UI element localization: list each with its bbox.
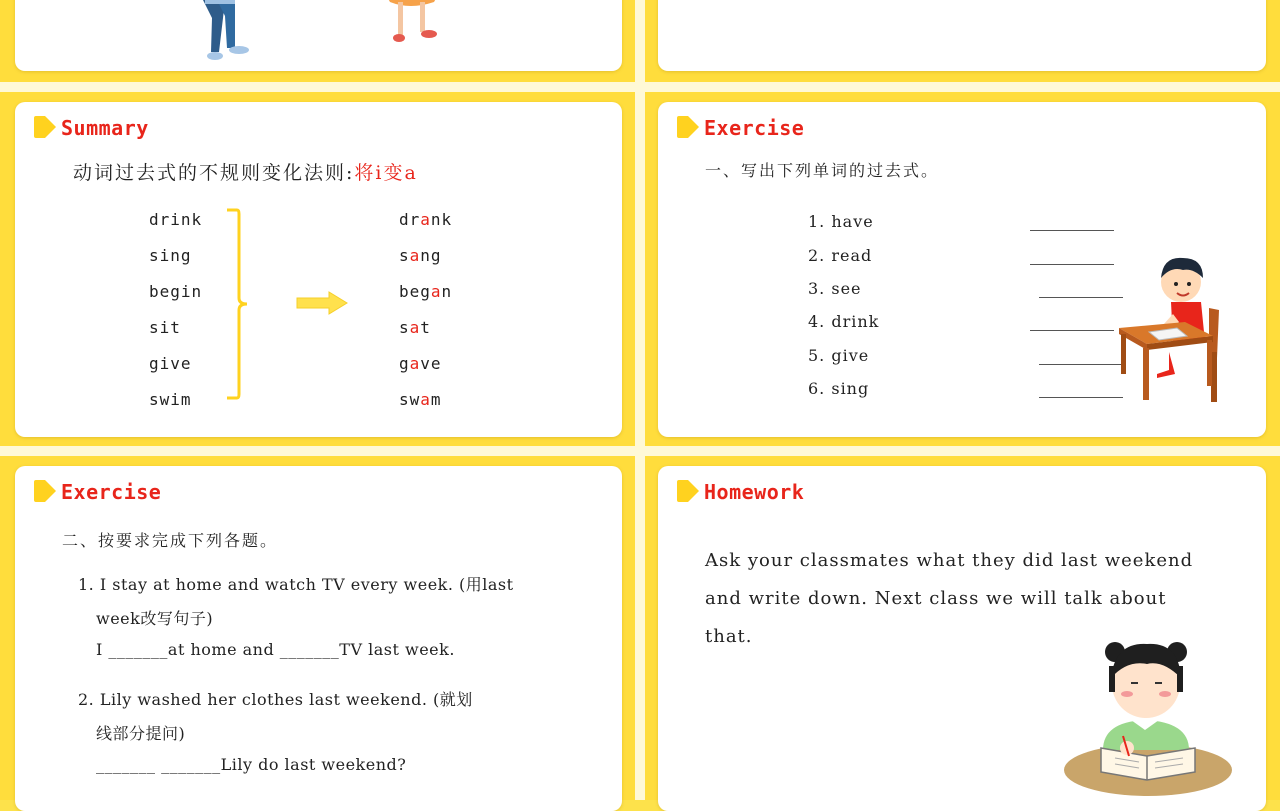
past-verb: sat <box>399 318 431 337</box>
answer-blank[interactable] <box>1030 264 1114 265</box>
past-verb: began <box>399 282 453 301</box>
slide-homework[interactable] <box>645 456 1280 800</box>
past-verb: sang <box>399 246 442 265</box>
past-verb: gave <box>399 354 442 373</box>
slide-title: Exercise <box>61 480 162 504</box>
girl-illustration <box>370 0 460 48</box>
instruction-text: 一、写出下列单词的过去式。 <box>705 161 940 180</box>
slide-exercise-1[interactable] <box>645 92 1280 446</box>
rule-text <box>73 158 418 185</box>
slide-exercise-2[interactable] <box>0 456 635 800</box>
answer-blank[interactable] <box>1039 297 1123 298</box>
studying-boy-illustration <box>1113 252 1225 404</box>
title-tag-icon <box>31 478 57 504</box>
slide-title: Summary <box>61 116 149 140</box>
slide-card <box>658 102 1266 437</box>
base-verb: drink <box>149 210 203 229</box>
instruction-text: 二、按要求完成下列各题。 <box>62 531 279 550</box>
rule-prefix: 动词过去式的不规则变化法则: <box>73 162 355 184</box>
slide-top-left[interactable] <box>0 0 635 82</box>
answer-blank[interactable] <box>1030 230 1114 231</box>
column-divider <box>635 0 645 800</box>
question-1-note: week改写句子) <box>96 609 214 628</box>
past-verb: swam <box>399 390 442 409</box>
row-divider-1 <box>0 82 1280 92</box>
base-verb: give <box>149 354 192 373</box>
slide-card <box>658 466 1266 811</box>
writing-girl-illustration <box>1063 630 1233 798</box>
slide-title: Homework <box>704 480 805 504</box>
past-verb: drank <box>399 210 453 229</box>
base-verb: sing <box>149 246 192 265</box>
slide-card <box>15 102 622 437</box>
base-verb: swim <box>149 390 192 409</box>
base-verb: sit <box>149 318 181 337</box>
slide-card <box>658 0 1266 71</box>
brace-icon <box>223 208 253 400</box>
homework-line: Ask your classmates what they did last weekend <box>705 550 1194 571</box>
slide-card <box>15 466 622 811</box>
title-tag-icon <box>31 114 57 140</box>
exercise-item: 2. read <box>808 246 873 265</box>
boy-illustration <box>175 0 265 66</box>
question-1-answer[interactable]: I _______at home and _______TV last week. <box>96 640 455 659</box>
title-tag-icon <box>674 478 700 504</box>
base-verb: begin <box>149 282 203 301</box>
row-divider-2 <box>0 446 1280 456</box>
answer-blank[interactable] <box>1030 330 1114 331</box>
slide-summary[interactable] <box>0 92 635 446</box>
answer-blank[interactable] <box>1039 397 1123 398</box>
question-1: 1. I stay at home and watch TV every week. (用last <box>78 575 514 594</box>
homework-line: and write down. Next class we will talk about <box>705 588 1167 609</box>
rule-highlight: 将i变a <box>354 162 418 184</box>
slide-title: Exercise <box>704 116 805 140</box>
slide-top-right[interactable] <box>645 0 1280 82</box>
homework-line: that. <box>705 626 753 647</box>
question-2-note: 线部分提问) <box>96 724 186 743</box>
question-2-answer[interactable]: _______ _______Lily do last weekend? <box>96 755 407 774</box>
exercise-item: 3. see <box>808 279 862 298</box>
exercise-item: 5. give <box>808 346 870 365</box>
arrow-right-icon <box>295 290 349 316</box>
question-2: 2. Lily washed her clothes last weekend. (就划 <box>78 690 473 709</box>
answer-blank[interactable] <box>1039 364 1123 365</box>
exercise-item: 1. have <box>808 212 874 231</box>
slide-card <box>15 0 622 71</box>
title-tag-icon <box>674 114 700 140</box>
exercise-item: 6. sing <box>808 379 870 398</box>
exercise-item: 4. drink <box>808 312 880 331</box>
